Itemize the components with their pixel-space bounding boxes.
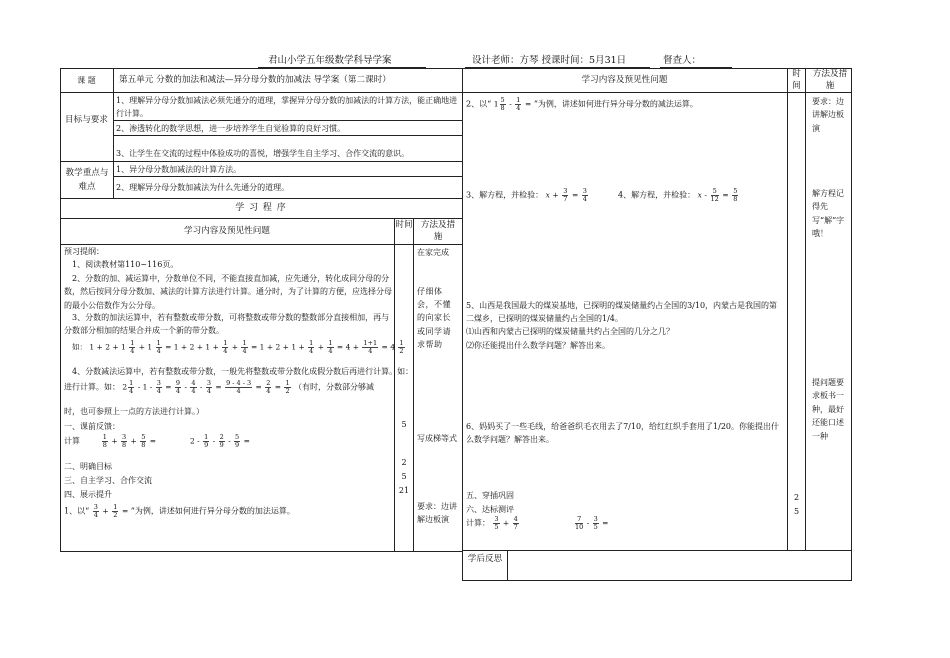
denominator: 8 — [733, 195, 738, 203]
question-1 — [64, 504, 295, 519]
table-middle-border — [462, 68, 463, 552]
operator: = — [722, 190, 729, 200]
keypoints-label: 教学重点与难点 — [65, 168, 109, 192]
reflection-label: 学后反思 — [467, 554, 503, 564]
fraction — [140, 434, 146, 449]
fraction — [156, 380, 162, 395]
example-term: + — [231, 342, 239, 352]
denominator: 4 — [582, 195, 587, 203]
table-right-border — [851, 68, 852, 552]
fraction — [206, 380, 212, 395]
left-col-time-header: 时间 — [395, 220, 413, 230]
denominator: 4 — [309, 347, 314, 355]
question-2 — [466, 97, 698, 112]
example-term: - — [199, 382, 203, 392]
section-2-heading: 二、明确目标 — [64, 462, 112, 471]
denominator: 4 — [266, 387, 271, 395]
fraction — [398, 340, 404, 355]
fraction — [582, 188, 588, 203]
denominator: 2 — [113, 511, 118, 519]
numerator: 3 — [593, 515, 598, 523]
left-method-4: 要求：边讲解边板演 — [417, 502, 457, 525]
fraction — [156, 340, 162, 355]
left-time-divider — [394, 218, 395, 551]
denominator: 2 — [285, 387, 290, 395]
numerator: 2 — [266, 379, 271, 387]
right-time-1: 2 — [793, 493, 800, 502]
operator: + — [102, 506, 109, 516]
denominator: 4 — [328, 347, 333, 355]
keypoint-item-2: 2、理解异分母分数加减法为什么先通分的道理。 — [116, 183, 290, 192]
example-term: = 1 + 2 + 1 + — [251, 342, 305, 352]
section-3-heading: 三、自主学习、合作交流 — [64, 476, 152, 485]
operator: - — [586, 518, 590, 528]
left-time-2: 2 — [401, 458, 407, 467]
operator: - — [704, 190, 707, 200]
denominator: 5 — [593, 523, 598, 531]
operator: - — [197, 436, 200, 446]
operator: = — [571, 190, 579, 200]
section-5-heading: 五、穿插巩固 — [466, 491, 514, 500]
left-col-header-bottom-border — [60, 244, 462, 245]
operator: + — [502, 518, 510, 528]
numerator: 1 — [223, 339, 228, 347]
denominator: 9 — [204, 441, 209, 449]
table-top-border — [60, 68, 852, 69]
fraction — [222, 340, 228, 355]
numerator: 1 — [129, 379, 134, 387]
denominator: 4 — [156, 387, 161, 395]
example-term: = 4 — [381, 342, 395, 352]
left-method-divider — [413, 218, 414, 551]
numerator: 1 — [204, 433, 209, 441]
goal-item-1: 1、理解异分母分数加减法必须先通分的道理，掌握异分母分数的加减法的计算方法，能正确地进行计算。 — [116, 96, 458, 119]
question-6: 6、妈妈买了一些毛线，给爸爸织毛衣用去了7/10，给红红织手套用了1/20。你能提出什么数学问题？解答出来。 — [466, 422, 780, 445]
numerator: 1 — [516, 96, 521, 104]
numerator: 5 — [235, 433, 240, 441]
numerator: 2 — [219, 433, 224, 441]
preview-item-4-line1 — [72, 365, 413, 378]
operator: + — [130, 436, 137, 446]
fraction — [265, 380, 271, 395]
denominator: 10 — [575, 523, 584, 531]
addition-example — [72, 340, 406, 355]
variable: x — [545, 190, 550, 200]
left-bottom-border — [60, 551, 462, 552]
example-term: = — [215, 382, 222, 392]
question-3-text: 3、解方程，并检验： — [466, 190, 544, 200]
denominator: 4 — [236, 387, 241, 395]
checker-label: 督查人： — [663, 55, 702, 66]
numerator: 1 — [156, 339, 161, 347]
right-method-1: 要求：边讲解边板演 — [812, 97, 844, 133]
preview-item-4-text: 4、分数减法运算中，若有整数或带分数，一般先将整数或带分数化成假分数后再进行计算。如： — [72, 367, 414, 376]
denominator: 12 — [710, 195, 719, 203]
numerator: 3 — [156, 379, 161, 387]
fraction — [203, 434, 209, 449]
denominator: 8 — [122, 441, 127, 449]
question-5a: ⑴山西和内蒙古已探明的煤炭储量共约占全国的几分之几？ — [466, 327, 674, 336]
question-1-text: ”为例，讲述如何进行异分母分数的加法运算。 — [130, 506, 295, 516]
right-col-time-header: 时间 — [792, 69, 801, 91]
operator: = — [524, 99, 532, 109]
fraction — [308, 340, 314, 355]
example-term: = — [165, 382, 172, 392]
preview-item-4-tail2: 时，也可参照上一点的方法进行计算。） — [64, 407, 204, 416]
operator: - — [212, 436, 216, 446]
fraction — [190, 380, 196, 395]
numerator: 1 — [113, 503, 118, 511]
right-method-3: 提问题要求板书一种，最好还能口述一种 — [812, 378, 844, 441]
operator: = — [602, 518, 609, 528]
denominator: 4 — [156, 347, 161, 355]
numerator: 9 - 4 - 3 — [226, 379, 252, 387]
numerator: 3 — [494, 515, 499, 523]
whole-number: 2 — [190, 436, 195, 446]
designer-info: 设计老师：方琴 授课时间：5月31日 — [472, 55, 627, 66]
numerator: 4 — [513, 515, 518, 523]
numerator: 3 — [122, 433, 127, 441]
keypoints-bottom-border — [60, 198, 462, 199]
question-4 — [618, 188, 739, 203]
denominator: 2 — [399, 347, 404, 355]
section-1-heading: 一、课前反馈： — [64, 422, 120, 431]
denominator: 4 — [175, 387, 181, 395]
subtraction-example — [64, 380, 374, 395]
operator: + — [111, 436, 118, 446]
fraction — [362, 340, 378, 355]
variable: x — [697, 190, 702, 200]
example-lead: 进行计算。如： — [64, 382, 120, 392]
goals-bottom-border — [60, 161, 462, 162]
question-5: 5、山西是我国最大的煤炭基地，已探明的煤炭储量约占全国的3/10，内蒙古是我国的第二煤乡，已探明的煤炭储量约占全国的1/4。 — [466, 301, 778, 324]
denominator: 4 — [223, 347, 228, 355]
fraction — [219, 434, 225, 449]
numerator: 5 — [711, 188, 719, 196]
section-6-heading: 六、达标测评 — [466, 505, 514, 514]
fraction — [732, 188, 738, 203]
question-5b: ⑵你还能提出什么数学问题？解答出来。 — [466, 341, 610, 350]
denominator: 4 — [93, 511, 98, 519]
example-term: = — [274, 382, 282, 392]
topic-label: 课 题 — [77, 76, 96, 85]
numerator: 5 — [733, 187, 738, 195]
reflection-label-divider — [507, 550, 508, 580]
left-method-2: 仔细体会，不懂的向家长或同学请求帮助 — [417, 287, 451, 349]
numerator: 1 — [285, 379, 290, 387]
denominator: 7 — [563, 195, 568, 203]
test-calc-1 — [466, 516, 520, 531]
fraction — [593, 516, 599, 531]
fraction — [241, 340, 247, 355]
denominator: 8 — [102, 441, 107, 449]
example-term: - 1 - — [137, 382, 153, 392]
goal-row-2-border — [113, 135, 462, 136]
numerator: 3 — [93, 503, 98, 511]
test-calc-2 — [574, 516, 608, 531]
fraction — [500, 97, 506, 112]
fraction — [513, 516, 519, 531]
numerator: 5 — [500, 96, 505, 104]
operator: = — [243, 436, 250, 446]
goal-item-2: 2、渗透转化的数学思想，进一步培养学生自觉验算的良好习惯。 — [116, 124, 346, 133]
preview-heading: 预习提纲： — [64, 247, 104, 256]
left-method-3: 写成梯等式 — [417, 434, 457, 443]
right-method-2: 解方程记得先写“解”字哦！ — [812, 189, 845, 239]
example-term: + 1 — [138, 342, 153, 352]
denominator: 4 — [191, 387, 196, 395]
denominator: 4 — [206, 387, 211, 395]
fraction — [711, 188, 719, 203]
operator: - — [228, 436, 231, 446]
example-prefix: 如： — [72, 342, 87, 352]
operator: = — [121, 506, 129, 516]
example-term: = — [255, 382, 262, 392]
goals-label: 目标与要求 — [65, 115, 108, 125]
operator: = — [149, 436, 157, 446]
numerator: 7 — [575, 516, 583, 524]
right-col-content-header: 学习内容及预见性问题 — [581, 75, 668, 85]
table-left-border — [60, 68, 61, 552]
fraction — [493, 516, 499, 531]
denominator: 9 — [235, 441, 240, 449]
left-method-1: 在家完成 — [417, 248, 449, 257]
numerator: 1 — [102, 433, 107, 441]
denominator: 7 — [513, 523, 518, 531]
denominator: 4 — [130, 347, 135, 355]
numerator: 3 — [563, 187, 568, 195]
denominator: 4 — [129, 387, 134, 395]
fraction — [121, 434, 127, 449]
left-time-3: 5 — [401, 472, 407, 481]
numerator: 1+1 — [363, 339, 378, 347]
calc-label: 计算： — [466, 518, 490, 528]
left-time-4: 21 — [398, 486, 410, 495]
keypoint-item-1: 1、异分母分数加减法的计算方法。 — [116, 165, 242, 174]
reflection-right-border — [851, 550, 852, 580]
left-label-divider — [113, 68, 114, 198]
preview-item-2: 2、分数的加、减运算中，分数单位不同，不能直接直加减，应先通分，转化成同分母的分数，然后按同分母分数加、减法的计算方法进行计算。通分时，为了计算的方便，应选择分母的最小公倍数作为公分母。 — [64, 274, 392, 310]
right-time-divider — [787, 68, 788, 551]
numerator: 3 — [206, 379, 211, 387]
fraction — [129, 340, 135, 355]
header-row-border — [60, 92, 852, 93]
whole-number: 2 — [122, 382, 128, 392]
numerator: 1 — [130, 339, 135, 347]
whole-number: 1 — [493, 99, 499, 109]
question-2-prefix: 2、以“ — [466, 99, 492, 109]
fraction — [284, 380, 290, 395]
left-time-1: 5 — [401, 420, 407, 429]
fraction — [128, 380, 134, 395]
feedback-calc-1 — [64, 434, 156, 449]
right-time-2: 5 — [793, 507, 800, 516]
denominator: 4 — [368, 347, 373, 355]
example-term: = 1 + 2 + 1 + — [165, 342, 219, 352]
fraction — [515, 97, 521, 112]
feedback-calc-2 — [190, 434, 250, 449]
numerator: 1 — [309, 339, 314, 347]
denominator: 9 — [219, 441, 224, 449]
fraction — [102, 434, 108, 449]
denominator: 4 — [516, 104, 521, 112]
procedure-title: 学 习 程 序 — [235, 203, 287, 213]
numerator: 3 — [582, 187, 587, 195]
example-term: + — [317, 342, 324, 352]
fraction — [175, 380, 181, 395]
left-col-content-header: 学习内容及预见性问题 — [184, 226, 270, 236]
question-4-text: 4、解方程，并检验： — [618, 190, 696, 200]
fraction — [93, 504, 99, 519]
doc-title: 君山小学五年级数学科导学案 — [268, 55, 392, 66]
question-3 — [466, 188, 589, 203]
numerator: 5 — [141, 433, 146, 441]
fraction — [234, 434, 240, 449]
numerator: 4 — [191, 379, 196, 387]
question-1-prefix: 1、以“ — [64, 506, 90, 516]
numerator: 1 — [242, 339, 247, 347]
operator: + — [552, 190, 559, 200]
example-term: - — [184, 382, 187, 392]
fraction — [562, 188, 568, 203]
fraction — [575, 516, 583, 531]
denominator: 8 — [500, 104, 505, 112]
preview-item-1: 1、阅读教材第110~116页。 — [72, 260, 179, 269]
numerator: 1 — [399, 339, 404, 347]
reflection-bottom-border — [462, 580, 852, 581]
section-4-heading: 四、展示提升 — [64, 490, 112, 499]
numerator: 9 — [175, 379, 181, 387]
preview-item-3: 3、分数的加法运算中，若有整数或带分数，可将整数或带分数的整数部分直接相加，再与分数部分相加的结果合并成一个新的带分数。 — [64, 313, 390, 336]
topic-text: 第五单元 分数的加法和减法—异分母分数的加减法 导学案（第二课时） — [119, 75, 391, 85]
right-col-method-header: 方法及措施 — [812, 69, 848, 91]
denominator: 5 — [494, 523, 499, 531]
denominator: 8 — [141, 441, 146, 449]
goal-item-3: 3、让学生在交流的过程中体验成功的喜悦，增强学生自主学习、合作交流的意识。 — [116, 149, 410, 158]
keypoint-row-border — [113, 176, 462, 177]
operator: - — [509, 99, 512, 109]
fraction — [112, 504, 118, 519]
numerator: 1 — [328, 339, 333, 347]
left-col-method-header: 方法及措施 — [420, 220, 456, 242]
right-method-divider — [805, 68, 806, 551]
example-term: = 4 + — [336, 342, 360, 352]
right-body-bottom-border — [462, 550, 852, 551]
fraction — [327, 340, 333, 355]
denominator: 4 — [242, 347, 247, 355]
preview-item-4-tail: （有时，分数部分够减 — [293, 382, 374, 392]
question-2-text: ”为例，讲述如何进行异分母分数的减法运算。 — [533, 99, 698, 109]
example-term: 1 + 2 + 1 — [89, 342, 126, 352]
fraction — [225, 380, 252, 395]
calc-label: 计算 — [64, 436, 80, 446]
